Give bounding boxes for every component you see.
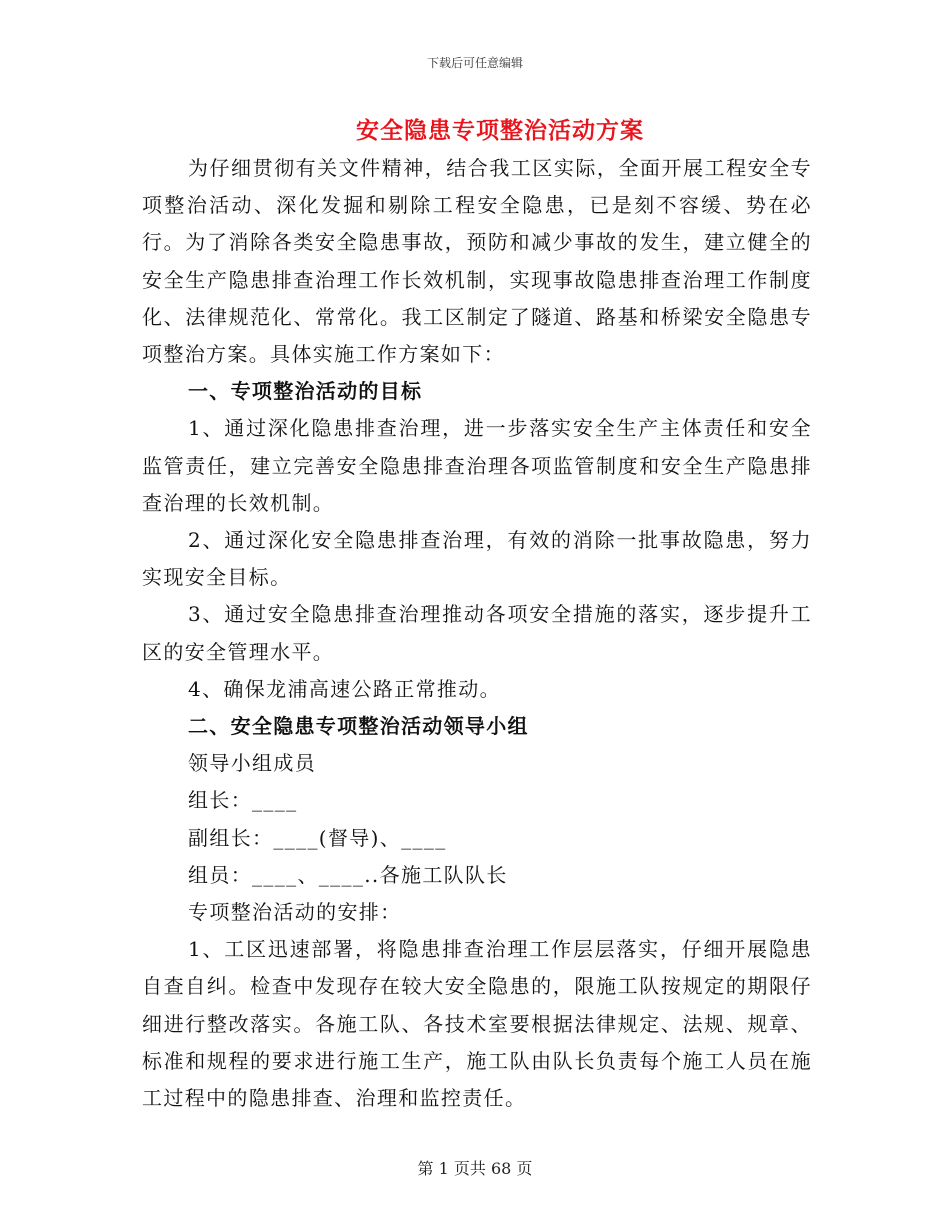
leader-line: 组长：____ [188, 788, 298, 813]
intro-paragraph: 为仔细贯彻有关文件精神，结合我工区实际，全面开展工程安全专项整治活动、深化发掘和剔除工程安全隐患，已是刻不容缓、势在必行。为了消除各类安全隐患事故，预防和减少事故的发生，建立健全的安全生产隐患排查治理工作长效机制，实现事故隐患排查治理工作制度化、法律规范化、常常化。我工区制定了隧道、路基和桥梁安全隐患专项整治方案。具体实施工作方案如下： [142, 156, 812, 367]
header-note: 下载后可任意编辑 [426, 56, 523, 70]
document-body [142, 150, 812, 1117]
members-label: 领导小组成员 [188, 751, 317, 776]
goal-item: 2、通过深化安全隐患排查治理，有效的消除一批事故隐患，努力实现安全目标。 [142, 528, 812, 590]
deputy-line: 副组长：____(督导)、____ [188, 825, 447, 850]
section-heading-goals: 一、专项整治活动的目标 [188, 379, 423, 404]
members-line: 组员：____、____..各施工队队长 [188, 862, 508, 887]
page-footer: 第 1 页共 68 页 [417, 1159, 533, 1178]
document-title: 安全隐患专项整治活动方案 [356, 118, 644, 144]
section-heading-leadership: 二、安全隐患专项整治活动领导小组 [188, 714, 529, 739]
arrangement-label: 专项整治活动的安排： [188, 900, 402, 925]
goal-item: 3、通过安全隐患排查治理推动各项安全措施的落实，逐步提升工区的安全管理水平。 [142, 602, 812, 664]
goal-item: 4、确保龙浦高速公路正常推动。 [188, 676, 501, 701]
arrangement-item: 1、工区迅速部署，将隐患排查治理工作层层落实，仔细开展隐患自查自纠。检查中发现存在较大安全隐患的，限施工队按规定的期限仔细进行整改落实。各施工队、各技术室要根据法律规定、法规、规章、标准和规程的要求进行施工生产，施工队由队长负责每个施工人员在施工过程中的隐患排查、治理和监控责任。 [142, 937, 812, 1111]
goal-item: 1、通过深化隐患排查治理，进一步落实安全生产主体责任和安全监管责任，建立完善安全隐患排查治理各项监管制度和安全生产隐患排查治理的长效机制。 [142, 416, 812, 515]
